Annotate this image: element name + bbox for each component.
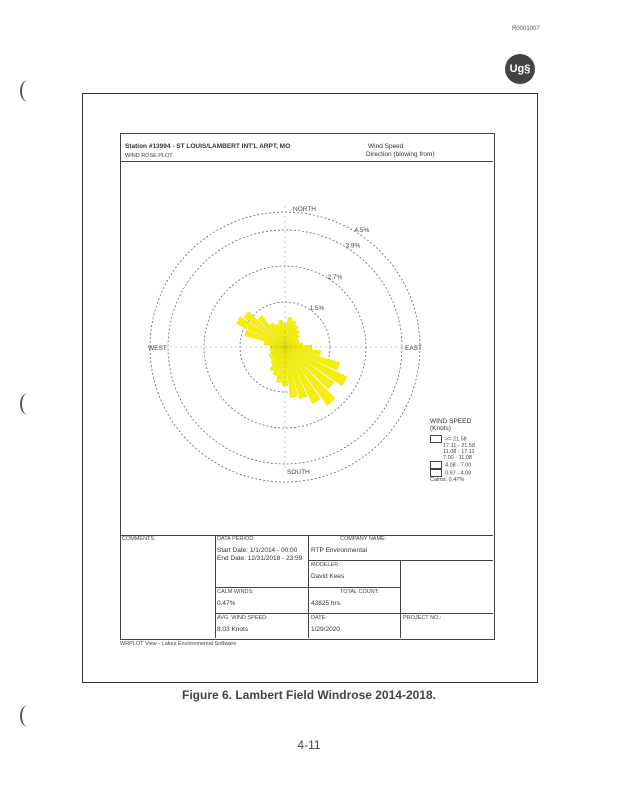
binder-hole: [20, 393, 36, 415]
direction-label: Direction (blowing from): [366, 151, 435, 158]
north-label: NORTH: [293, 206, 316, 213]
table-row-line: [308, 560, 493, 561]
legend-calms: Calms: 0.47%: [430, 477, 465, 483]
avg-speed-value: 8.03 Knots: [217, 626, 249, 633]
date-label: DATE:: [311, 615, 327, 621]
legend-bin: 11.08 - 17.11: [443, 449, 475, 455]
table-row-line: [215, 587, 400, 588]
comments-label: COMMENTS:: [122, 536, 156, 542]
south-label: SOUTH: [287, 469, 310, 476]
plot-subtitle: WIND ROSE PLOT: [125, 153, 173, 159]
ring-label: 1.5%: [309, 305, 325, 313]
start-date: Start Date: 1/1/2014 - 00:00: [217, 547, 298, 554]
legend-bin: 7.00 - 11.08: [443, 455, 472, 461]
east-label: EAST: [405, 345, 422, 352]
ring-label: 3.9%: [345, 242, 361, 250]
table-top-border: [120, 535, 493, 536]
software-note: WRPLOT View - Lakes Environmental Software: [120, 641, 237, 647]
station-title: Station #13994 - ST LOUIS/LAMBERT INT'L ARPT, MO: [125, 143, 291, 150]
legend-title: WIND SPEED: [430, 418, 472, 425]
modeler-name: David Kees: [311, 573, 345, 580]
logo-text: Ug§: [509, 63, 531, 75]
total-count-value: 43825 hrs.: [311, 600, 342, 607]
avg-speed-label: AVG. WIND SPEED:: [217, 615, 268, 621]
calm-winds-label: CALM WINDS:: [217, 589, 254, 595]
legend-bin: >= 21.58: [430, 435, 490, 443]
project-label: PROJECT NO.:: [403, 615, 442, 621]
binder-hole: [20, 80, 36, 102]
legend-swatch: [430, 435, 442, 443]
legend-bin: 17.11 - 21.58: [443, 443, 476, 449]
legend-units: (Knots): [430, 425, 451, 432]
legend-bin: 0.97 - 4.08: [430, 469, 490, 477]
ring-label: 4.5%: [354, 227, 370, 235]
ring-label: 2.7%: [327, 273, 343, 281]
company-label: COMPANY NAME:: [340, 536, 387, 542]
figure-caption: Figure 6. Lambert Field Windrose 2014-2018.: [182, 688, 436, 702]
table-row-line: [215, 613, 493, 614]
calm-winds-value: 0.47%: [217, 600, 236, 607]
page-number: 4-11: [297, 738, 321, 752]
company-name: RTP Environmental: [311, 547, 368, 554]
document-id: R0001007: [512, 26, 540, 32]
table-divider: [400, 560, 401, 638]
legend-bin: 4.08 - 7.00: [430, 461, 490, 469]
binder-hole: [20, 705, 36, 727]
legend-swatch: [430, 461, 442, 469]
west-label: WEST: [148, 345, 167, 352]
wind-speed-label: Wind Speed: [368, 143, 404, 150]
modeler-label: MODELER:: [311, 562, 340, 568]
legend-swatch: [430, 469, 442, 477]
data-period-label: DATA PERIOD:: [217, 536, 255, 542]
total-count-label: TOTAL COUNT:: [340, 589, 380, 595]
date-value: 1/29/2020: [311, 626, 340, 633]
speed-legend: [430, 418, 490, 483]
company-logo: [505, 54, 535, 84]
end-date: End Date: 12/31/2018 - 23:59: [217, 555, 303, 562]
